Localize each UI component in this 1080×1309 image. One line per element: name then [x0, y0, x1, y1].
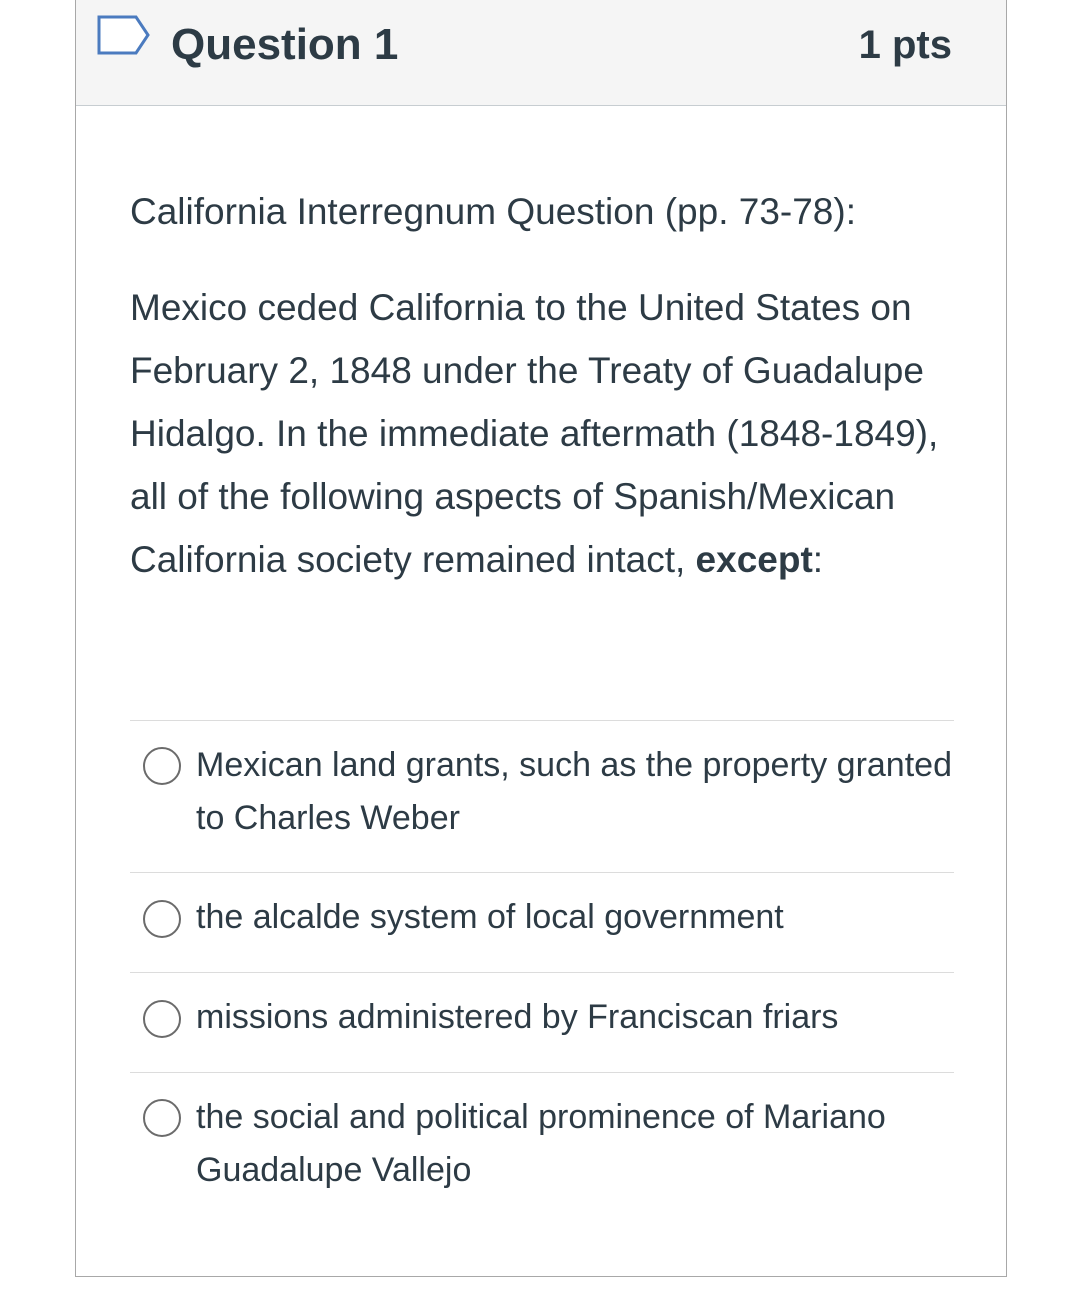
radio-button[interactable]	[143, 1099, 181, 1137]
answer-option[interactable]	[130, 721, 954, 873]
answer-option[interactable]	[130, 1073, 954, 1225]
answer-label: missions administered by Franciscan friars	[196, 998, 839, 1036]
radio-button[interactable]	[143, 900, 181, 938]
question-header	[76, 0, 1006, 106]
answer-label: the social and political prominence of Mariano Guadalupe Vallejo	[196, 1098, 886, 1189]
radio-button[interactable]	[143, 747, 181, 785]
question-points: 1 pts	[858, 23, 952, 67]
answer-label: the alcalde system of local government	[196, 898, 784, 936]
prompt-main-text: Mexico ceded California to the United States on February 2, 1848 under the Treaty of Guadalupe Hidalgo. In the immediate aftermath (1848-1849), all of the following aspects of Spanish/Mexican California society remained intact,	[130, 287, 939, 580]
answer-option[interactable]	[130, 973, 954, 1073]
question-card	[75, 0, 1007, 1277]
question-title: Question 1	[171, 20, 399, 69]
question-prompt	[130, 276, 960, 591]
flag-icon[interactable]	[96, 14, 152, 56]
question-intro: California Interregnum Question (pp. 73-78):	[130, 191, 856, 232]
answer-label: Mexican land grants, such as the property granted to Charles Weber	[196, 746, 952, 837]
answer-list	[130, 720, 954, 1225]
prompt-end: :	[812, 539, 824, 580]
prompt-emphasis: except	[695, 539, 813, 580]
answer-option[interactable]	[130, 873, 954, 973]
radio-button[interactable]	[143, 1000, 181, 1038]
